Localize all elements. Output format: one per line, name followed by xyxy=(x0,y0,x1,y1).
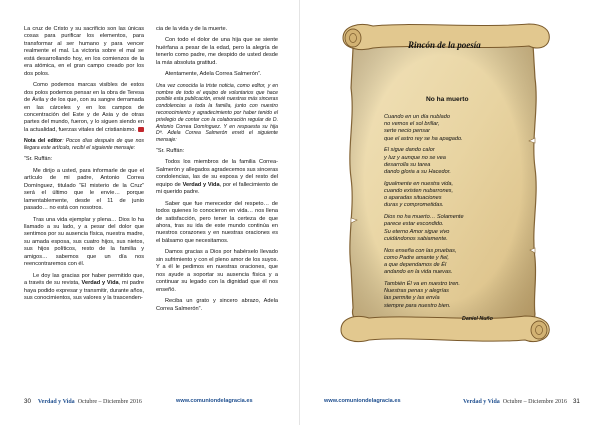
poem-line: cuidándonos sabiamente. xyxy=(384,235,448,242)
paragraph: Con todo el dolor de una hija que se siente huérfana a pesar de la edad, pero la alegría de tenerlo como padre, me despido de usted desde la más absoluta gratitud. xyxy=(156,37,278,66)
poem-line: andando en la vida nuevas. xyxy=(384,269,453,276)
poem-line: dando gloria a su Hacedor. xyxy=(384,169,451,176)
paragraph: Tras una vida ejemplar y plena… Dios lo ha llamado a su lado, y a pesar del dolor que sentimos por su ausencia física, nuestra madre, su amada esposa, sus cuatro hijos, sus nietos, sus hijos políticos, resto de la familia y amigos… sabemos que un día nos reencontraremos con él. xyxy=(24,216,144,268)
poem-line: duras y comprometidas. xyxy=(384,202,444,209)
magazine-title: Verdad y Vida xyxy=(37,399,75,405)
paragraph: Le doy las gracias por haber permitido que, a través de su revista, Verdad y Vida, mi padre haya podido expresar y transmitir, durante años, sus conocimientos, sus valores y la trascenden- xyxy=(24,272,144,302)
poem-line: no vemos el sol brillar, xyxy=(384,121,440,128)
poem-stanza xyxy=(384,248,534,277)
section-title: Rincón de la poesía xyxy=(408,40,481,50)
poem-stanza xyxy=(384,147,534,176)
poem-line: las permite y las envía xyxy=(384,295,440,302)
left-footer xyxy=(24,398,142,405)
poem-line: desarrolla su tarea xyxy=(384,161,431,168)
editor-reply: Una vez conocida la triste noticia, como editor, y en nombre de todo el equipo de voluntarios que hace posible esta publicación, envié nuestras más sinceras condolencias a toda la familia, junto con nuestro reconocimiento y agradecimiento por haber tenido el privilegio de contar con la colaboración regular de D. Antonio Correa Domínguez. Y en respuesta su hija Dª. Adela Correa Salmerón envió el siguiente mensaje: xyxy=(156,82,278,144)
editor-note-label: Nota del editor xyxy=(24,138,63,145)
poem-author: Daniel Nuño xyxy=(462,316,493,322)
poem-line: y luz y aunque no se vea xyxy=(384,154,446,161)
poem-line: parece estar escondido. xyxy=(384,221,444,228)
left-column-2 xyxy=(156,26,278,317)
poem-line: siempre para nuestro bien. xyxy=(384,302,451,309)
poem-body xyxy=(384,114,534,314)
poem-stanza xyxy=(384,114,534,143)
editor-note-text: : Pocos días después de que nos llegara este artículo, recibí el siguiente mensaje: xyxy=(24,138,144,152)
poem-line: a que dependamos de Él xyxy=(384,262,447,269)
poem-line: serte necio pensar xyxy=(384,128,431,135)
paragraph: Damos gracias a Dios por habérselo llevado sin sufrimiento y con el pleno amor de los suyos. Y a él le pedimos en nuestras oraciones, que nos ayude a soportar su ausencia física y a continuar su legado con la dignidad que él nos enseñó. xyxy=(156,249,278,293)
page-number: 31 xyxy=(572,398,580,405)
paragraph: Reciba un grato y sincero abrazo, Adela Correa Salmerón”. xyxy=(156,298,278,312)
letter-salutation: “Sr. Ruffán: xyxy=(156,147,185,154)
poem-line: Nuestras penas y alegrías xyxy=(384,288,449,295)
editor-note xyxy=(24,138,144,152)
poem-stanza xyxy=(384,181,534,210)
issue-date: Octubre – Diciembre 2016 xyxy=(77,399,142,405)
poem-line: También Él va en nuestro tren. xyxy=(384,281,460,288)
end-of-article-icon xyxy=(138,127,144,132)
poem-line: o aparadas situaciones xyxy=(384,195,442,202)
paragraph: cia de la vida y de la muerte. xyxy=(156,26,228,32)
right-footer-url[interactable]: www.comuniondelagracia.es xyxy=(324,398,401,404)
magazine-name: Verdad y Vida xyxy=(182,181,220,188)
left-column-1 xyxy=(24,26,144,307)
poem-line: como Padre amante y fiel, xyxy=(384,254,449,261)
poem-line: cuando existen nubarrones, xyxy=(384,188,454,195)
poem-line: Cuando en un día nublado xyxy=(384,114,450,120)
right-footer xyxy=(463,398,587,405)
poem-line: Nos enseña con las pruebas, xyxy=(384,247,457,254)
poem-stanza xyxy=(384,214,534,243)
poem-line: Su eterno Amor sigue vivo xyxy=(384,228,450,235)
poem-title: No ha muerto xyxy=(426,96,469,103)
paragraph: La cruz de Cristo y su sacrificio son las únicas cosas para purificar los elementos, para transformar al ser humano y para vencer realmente el mal. La victoria sobre el mal se está desarrollando hoy, en los comienzos de la era atómica, en el gran campo creado por los dos polos. xyxy=(24,26,144,77)
paragraph: Me dirijo a usted, para informarle de que el artículo de mi padre, Antonio Correa Domínguez, titulado “El misterio de la Cruz” será el último que le envíe… porque lamentablemente, desde el 11 de junio pasado… no está con nosotros. xyxy=(24,167,144,212)
poem-line: Dios no ha muerto… Solamente xyxy=(384,214,464,221)
paragraph: Todos los miembros de la familia Correa-Salmerón y allegados agradecemos sus sinceras condolencias, las de su esposa y del resto del equipo de Verdad y Vida, por el fallecimiento de mi querido padre. xyxy=(156,159,278,196)
issue-date: Octubre – Diciembre 2016 xyxy=(502,399,567,405)
letter-salutation: “Sr. Ruffán: xyxy=(24,156,53,163)
paragraph: Como podemos marcas visibles de estos dos polos podemos pensar en la obra de Teresa de Ávila y de los que, con su sangre derramada en las cárceles y en los campos de concentración del Este y de Asia y de otras partes del mundo, fueron, y lo siguen siendo en la actualidad, fuerzas vitales del cristianismo. xyxy=(24,82,144,133)
poem-line: Igualmente en nuestra vida, xyxy=(384,180,454,187)
page-number: 30 xyxy=(24,398,31,405)
parchment-bottom-roll xyxy=(341,316,549,342)
poem-stanza xyxy=(384,281,534,310)
poem-line: que el astro rey se ha apagado. xyxy=(384,135,463,142)
magazine-name: Verdad y Vida xyxy=(81,280,119,287)
page-gutter xyxy=(299,0,300,425)
paragraph: Saber que fue merecedor del respeto… de todos quienes lo conocieron en vida… nos llena de satisfacción, pero tener la certeza de que ahora, tras su ida de este mundo continúa en nuestros corazones y en nuestras oraciones es el bálsamo que necesitamos. xyxy=(156,200,278,244)
left-footer-url[interactable]: www.comuniondelagracia.es xyxy=(176,398,253,404)
signature-line: Atentamente, Adela Correa Salmerón”. xyxy=(165,71,262,78)
magazine-title: Verdad y Vida xyxy=(463,399,500,405)
poem-line: El sigue dando calor xyxy=(384,147,435,154)
